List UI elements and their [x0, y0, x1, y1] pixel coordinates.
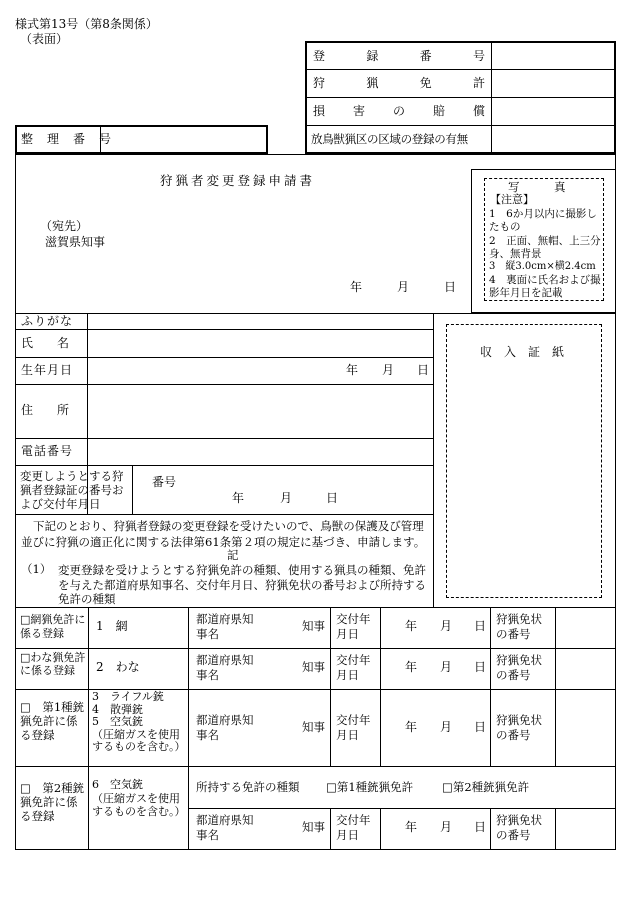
net-tool: 1 網: [96, 619, 128, 633]
date-year: 年: [350, 280, 363, 294]
pref-label-4: 都道府県知事名: [196, 813, 254, 842]
issue-year-1: 年: [405, 619, 418, 633]
issue-day-1: 日: [474, 619, 487, 633]
name-field[interactable]: [88, 330, 432, 357]
issue-month-3: 月: [440, 720, 453, 734]
furigana-field[interactable]: [88, 314, 432, 329]
issue-day-4: 日: [474, 820, 487, 834]
issue-year-3: 年: [405, 720, 418, 734]
address-field[interactable]: [88, 385, 432, 438]
addressee-prefix: （宛先）: [40, 219, 89, 233]
certificate-label: 変更しようとする狩猟者登録証の番号および交付年月日: [20, 469, 124, 511]
issue-label-2: 交付年月日: [336, 653, 371, 682]
furigana-label: ふりがな: [21, 314, 74, 328]
issue-label-3: 交付年月日: [336, 713, 371, 742]
issue-month-2: 月: [440, 660, 453, 674]
issue-label-1: 交付年月日: [336, 612, 371, 641]
certificate-number-field[interactable]: [178, 468, 432, 488]
item-1-text: 変更登録を受けようとする狩猟免許の種類、使用する猟具の種類、免許を与えた都道府県知事名、交付年月日、狩猟免状の番号および所持する免許の種類: [58, 563, 426, 606]
address-label: 住 所: [21, 403, 70, 417]
revenue-stamp-label: 収 入 証 紙: [480, 345, 565, 359]
certificate-number-label: 番号: [152, 475, 177, 489]
photo-note-1: 1 6か月以内に撮影したもの: [489, 208, 597, 233]
date-day: 日: [444, 280, 457, 294]
issue-label-4: 交付年月日: [336, 813, 371, 842]
registration-number-field[interactable]: [492, 42, 615, 69]
held-option-first-class[interactable]: □第1種銃猟免許: [326, 780, 414, 794]
hunting-license-label: 狩 猟 免 許: [313, 76, 485, 90]
governor-suffix-2: 知事: [302, 660, 325, 674]
license-no-label-2: 狩猟免状の番号: [496, 653, 542, 682]
governor-suffix-4: 知事: [302, 820, 325, 834]
phone-label: 電話番号: [21, 444, 74, 458]
form-number: 様式第13号（第8条関係）: [15, 17, 158, 31]
trap-tool: 2 わな: [96, 660, 140, 674]
license-no-label-4: 狩猟免状の番号: [496, 813, 542, 842]
issue-month-1: 月: [440, 619, 453, 633]
birthdate-label: 生年月日: [21, 363, 74, 377]
statement-text: 下記のとおり、狩猟者登録の変更登録を受けたいので、鳥獣の保護及び管理並びに狩猟の適正化に関する法律第61条第２項の規定に基づき、申請します。: [21, 519, 426, 549]
birth-month: 月: [382, 363, 395, 377]
pref-field-1[interactable]: [260, 608, 300, 648]
name-label: 氏 名: [21, 336, 70, 350]
birthdate-field[interactable]: [88, 358, 432, 384]
license-no-field-2[interactable]: [556, 649, 615, 689]
certificate-month: 月: [280, 491, 293, 505]
gun2-tools: 6 空気銃 （圧縮ガスを使用するものを含む。）: [92, 778, 186, 818]
photo-title: 写 真: [508, 180, 566, 194]
pref-label-3: 都道府県知事名: [196, 713, 254, 742]
governor-suffix-3: 知事: [302, 720, 325, 734]
registration-number-label: 登 録 番 号: [313, 49, 485, 63]
issue-year-2: 年: [405, 660, 418, 674]
license-no-field-3[interactable]: [556, 690, 615, 766]
held-option-second-class[interactable]: □第2種銃猟免許: [442, 780, 530, 794]
certificate-day: 日: [326, 491, 339, 505]
pref-label-1: 都道府県知事名: [196, 612, 254, 641]
license-no-field-4[interactable]: [556, 809, 615, 849]
reference-number-label: 整 理 番 号: [21, 132, 113, 146]
item-1-number: （1）: [21, 562, 52, 576]
issue-year-4: 年: [405, 820, 418, 834]
reference-number-field[interactable]: [101, 127, 266, 152]
addressee: 滋賀県知事: [45, 235, 106, 249]
gun1-license-checkbox[interactable]: □ 第1種銃猟免許に係る登録: [20, 700, 85, 742]
license-no-label-1: 狩猟免状の番号: [496, 612, 542, 641]
phone-field[interactable]: [88, 439, 432, 465]
birth-day: 日: [417, 363, 430, 377]
photo-note-3: 3 縦3.0cm×横2.4cm: [489, 261, 596, 272]
revenue-stamp-area[interactable]: [446, 324, 602, 598]
gun2-license-checkbox[interactable]: □ 第2種銃猟免許に係る登録: [20, 781, 85, 823]
photo-note-2: 2 正面、無帽、上三分身、無背景: [489, 235, 601, 260]
license-no-field-1[interactable]: [556, 608, 615, 648]
birth-year: 年: [346, 363, 359, 377]
date-month: 月: [397, 280, 410, 294]
issue-day-2: 日: [474, 660, 487, 674]
governor-suffix-1: 知事: [302, 619, 325, 633]
issue-day-3: 日: [474, 720, 487, 734]
damage-compensation-field[interactable]: [492, 98, 615, 125]
form-side: （表面）: [20, 32, 69, 46]
issue-month-4: 月: [440, 820, 453, 834]
license-no-label-3: 狩猟免状の番号: [496, 713, 542, 742]
trap-license-checkbox[interactable]: □わな猟免許に係る登録: [20, 651, 86, 677]
net-license-checkbox[interactable]: □網猟免許に係る登録: [20, 613, 86, 640]
hunting-license-field[interactable]: [492, 70, 615, 97]
ki-label: 記: [227, 548, 239, 562]
held-license-label: 所持する免許の種類: [196, 780, 300, 794]
photo-note-4: 4 裏面に氏名および撮影年月日を記載: [489, 274, 601, 299]
damage-compensation-label: 損 害 の 賠 償: [313, 104, 485, 118]
pref-label-2: 都道府県知事名: [196, 653, 254, 682]
release-area-label: 放鳥獣猟区の区域の登録の有無: [311, 132, 468, 146]
certificate-year: 年: [232, 491, 245, 505]
release-area-field[interactable]: [492, 126, 615, 153]
form-title: 狩猟者変更登録申請書: [160, 173, 316, 188]
gun1-tools: 3 ライフル銃 4 散弾銃 5 空気銃 （圧縮ガスを使用するものを含む。）: [92, 690, 186, 753]
photo-notice-label: 【注意】: [490, 193, 534, 206]
